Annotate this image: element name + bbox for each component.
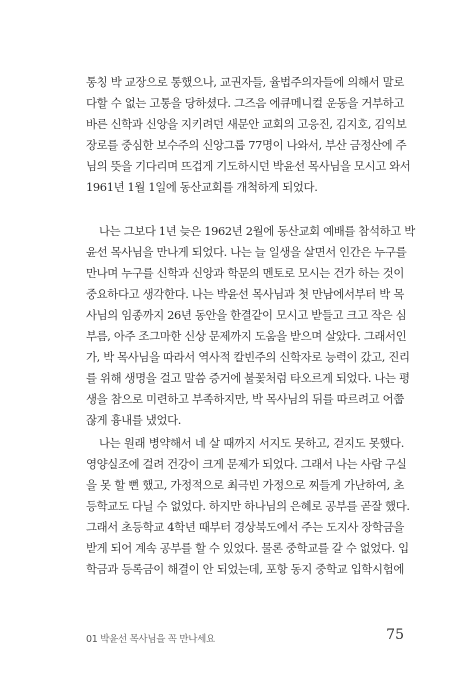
text-line: 영양실조에 걸려 건강이 크게 문제가 되었다. 그래서 나는 사람 구실	[86, 457, 407, 471]
text-line: 를 위해 생명을 걸고 말씀 증거에 불꽃처럼 타오르게 되었다. 나는 평	[86, 371, 410, 385]
text-line: 님의 뜻을 기다리며 뜨겁게 기도하시던 박윤선 목사님을 모시고 와서	[86, 159, 411, 173]
text-line: 학금과 등록금이 해결이 안 되었는데, 포항 동지 중학교 입학시험에	[86, 562, 404, 576]
text-line: 생을 참으로 미련하고 부족하지만, 박 목사님의 뒤를 따르려고 어쭙	[86, 392, 404, 406]
text-line: 만나며 누구를 신학과 신앙과 학문의 멘토로 모시는 건가 하는 것이	[86, 266, 404, 280]
text-line: 부름, 아주 조그마한 신상 문제까지 도움을 받으며 살았다. 그래서인	[86, 329, 407, 343]
page-number: 75	[386, 627, 404, 643]
text-line: 을 못 할 뻔 했고, 가정적으로 최극빈 가정으로 찌들게 가난하여, 초	[86, 478, 404, 492]
text-line: 장로를 중심한 보수주의 신앙그룹 77명이 나와서, 부산 금정산에 주	[86, 138, 407, 152]
text-line: 잖게 흉내를 냈었다.	[86, 413, 182, 427]
text-line: 1961년 1월 1일에 동산교회를 개척하게 되었다.	[86, 180, 318, 194]
text-line: 바른 신학과 신앙을 지키려던 새문안 교회의 고응진, 김지호, 김익보	[86, 117, 407, 131]
text-line: 다할 수 없는 고통을 당하셨다. 그즈음 에큐메니컬 운동을 거부하고	[86, 96, 404, 110]
text-line: 중요하다고 생각한다. 나는 박윤선 목사님과 첫 만남에서부터 박 목	[86, 287, 404, 301]
text-line: 사님의 임종까지 26년 동안을 한결같이 모시고 받들고 크고 작은 심	[86, 308, 407, 322]
running-footer-chapter-title: 01 박윤선 목사님을 꼭 만나세요	[86, 634, 215, 645]
text-line: 통칭 박 교장으로 통했으나, 교권자들, 율법주의자들에 의해서 말로	[86, 75, 404, 89]
text-line: 윤선 목사님을 만나게 되었다. 나는 늘 일생을 살면서 인간은 누구를	[86, 245, 407, 259]
text-line: 등학교도 다닐 수 없었다. 하지만 하나님의 은혜로 공부를 곧잘 했다.	[86, 499, 410, 513]
text-line: 가, 박 목사님을 따라서 역사적 칼빈주의 신학자로 능력이 갔고, 진리	[86, 350, 410, 364]
text-line: 나는 그보다 1년 늦은 1962년 2월에 동산교회 예배를 참석하고 박	[99, 224, 415, 238]
text-line: 받게 되어 계속 공부를 할 수 있었다. 물론 중학교를 갈 수 없었다. 입	[86, 541, 409, 555]
text-line: 나는 원래 병약해서 네 살 때까지 서지도 못하고, 걷지도 못했다.	[99, 436, 404, 450]
text-line: 그래서 초등학교 4학년 때부터 경상북도에서 주는 도지사 장학금을	[86, 520, 404, 534]
